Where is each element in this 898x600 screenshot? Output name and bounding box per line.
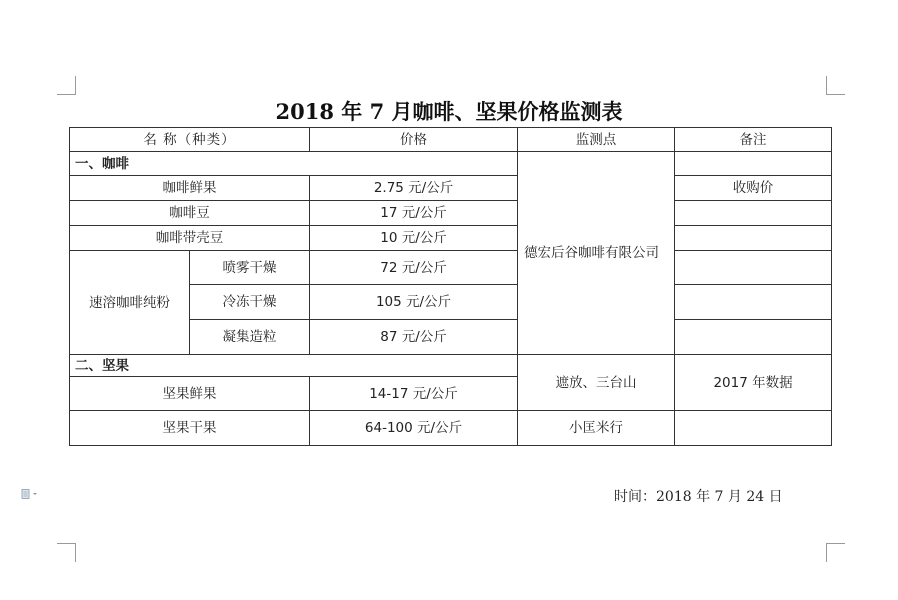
row-price: 105 元/公斤 (310, 285, 518, 320)
row-name: 咖啡豆 (70, 201, 310, 226)
table-row (70, 176, 832, 201)
note-empty (675, 226, 832, 251)
row-note: 收购价 (675, 176, 832, 201)
row-name: 凝集造粒 (190, 320, 310, 355)
page-corner-mark-bottom-right (826, 543, 845, 562)
note-empty (675, 320, 832, 355)
row-price: 87 元/公斤 (310, 320, 518, 355)
price-table (69, 127, 832, 446)
section-coffee: 一、咖啡 (70, 152, 518, 176)
monitor-nuts: 遮放、三台山 (518, 355, 675, 411)
note-empty (675, 411, 832, 446)
monitor-coffee: 德宏后谷咖啡有限公司 (518, 152, 675, 355)
section-nuts: 二、坚果 (70, 355, 518, 377)
table-header-row (70, 128, 832, 152)
table-row (70, 355, 832, 377)
row-name: 冷冻干燥 (190, 285, 310, 320)
table-row (70, 226, 832, 251)
report-date: 时间：2018 年 7 月 24 日 (614, 489, 783, 505)
row-name: 坚果鲜果 (70, 377, 310, 411)
row-name: 咖啡带壳豆 (70, 226, 310, 251)
page-corner-mark-top-left (57, 76, 76, 95)
row-price: 14-17 元/公斤 (310, 377, 518, 411)
row-name: 坚果干果 (70, 411, 310, 446)
page-corner-mark-top-right (826, 76, 845, 95)
row-price: 72 元/公斤 (310, 251, 518, 285)
document-title: 2018 年 7 月咖啡、坚果价格监测表 (275, 99, 623, 124)
table-row (70, 201, 832, 226)
header-price: 价格 (310, 128, 518, 152)
header-monitor: 监测点 (518, 128, 675, 152)
note-empty (675, 152, 832, 176)
header-note: 备注 (675, 128, 832, 152)
row-price: 64-100 元/公斤 (310, 411, 518, 446)
row-price: 10 元/公斤 (310, 226, 518, 251)
table-row (70, 411, 832, 446)
header-name: 名 称（种类） (70, 128, 310, 152)
document-options-icon[interactable] (21, 489, 41, 499)
table-row (70, 152, 832, 176)
note-nuts: 2017 年数据 (675, 355, 832, 411)
row-price: 17 元/公斤 (310, 201, 518, 226)
note-empty (675, 201, 832, 226)
table-row (70, 251, 832, 285)
row-name: 咖啡鲜果 (70, 176, 310, 201)
page-corner-mark-bottom-left (57, 543, 76, 562)
row-name: 喷雾干燥 (190, 251, 310, 285)
row-price: 2.75 元/公斤 (310, 176, 518, 201)
note-empty (675, 251, 832, 285)
group-instant-coffee: 速溶咖啡纯粉 (70, 251, 190, 355)
row-monitor: 小匡米行 (518, 411, 675, 446)
note-empty (675, 285, 832, 320)
